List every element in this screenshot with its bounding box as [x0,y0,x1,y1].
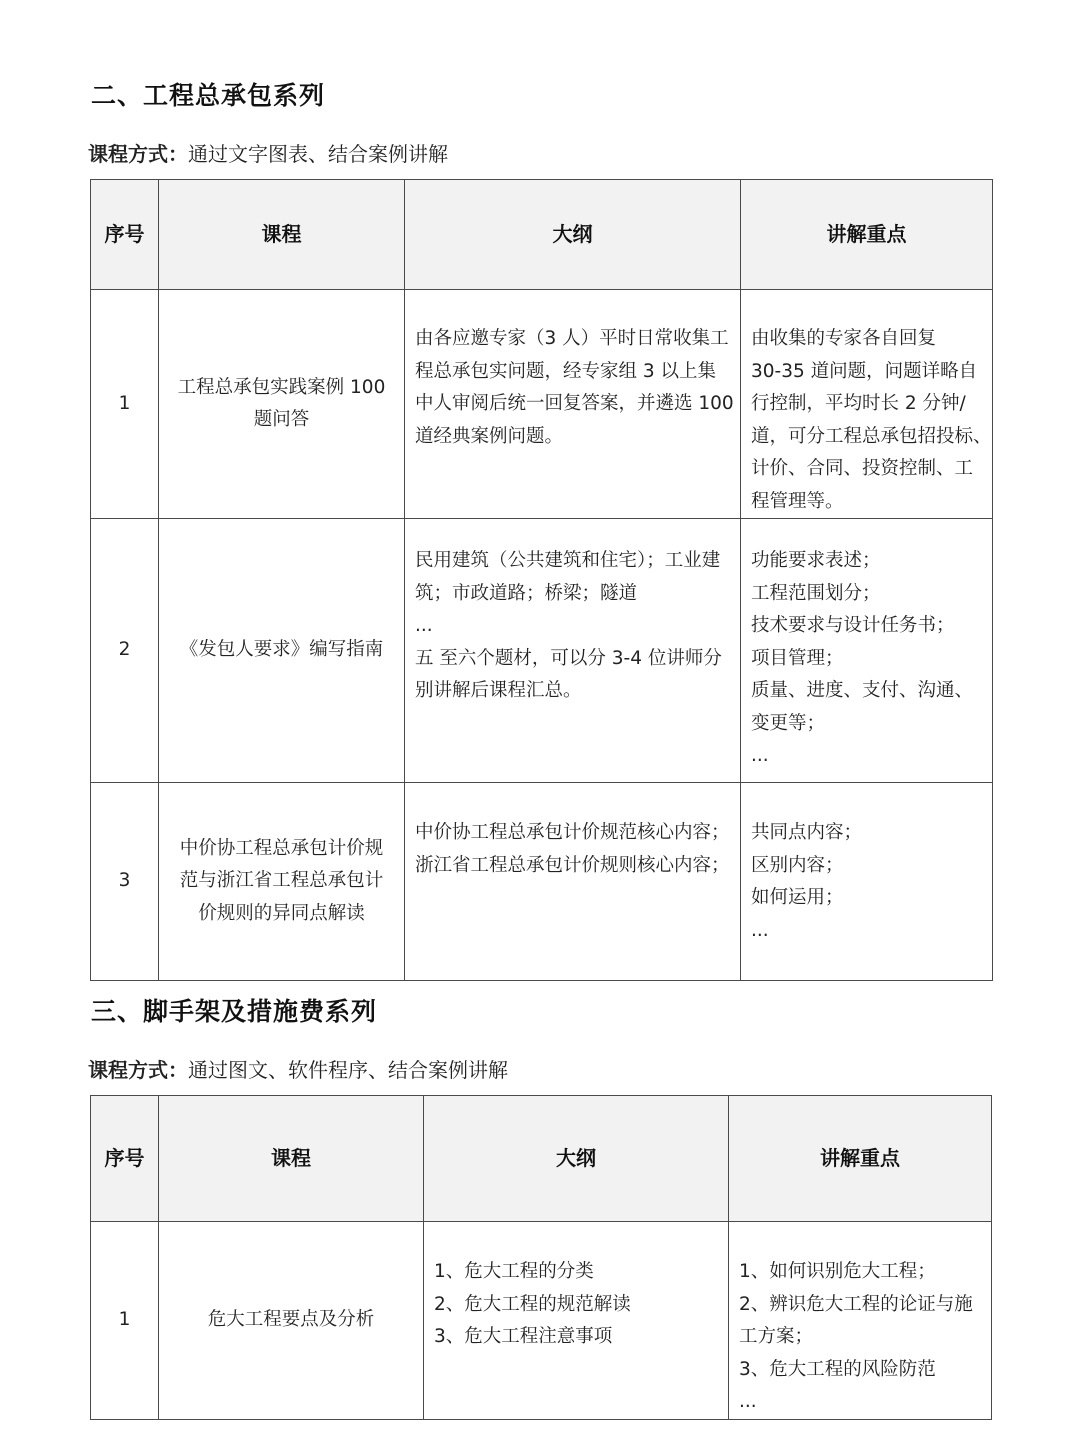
header-outline: 大纲 [424,1096,729,1222]
key-line: 程管理等。 [751,490,844,512]
course-method [88,1054,508,1083]
table-row [91,290,993,519]
key-line: 30-35 道问题，问题详略自 [751,360,978,382]
course-name: 《发包人要求》编写指南 [159,519,405,783]
key-line: 如何运用； [751,887,844,908]
course-key-points [741,783,993,981]
course-key-points [729,1222,992,1420]
header-key-points: 讲解重点 [741,180,993,290]
outline-line: 别讲解后课程汇总。 [415,680,582,701]
table-header-row [91,1096,992,1222]
key-line: 3、危大工程的风险防范 [739,1358,936,1380]
outline-line: 民用建筑（公共建筑和住宅）；工业建 [415,550,721,571]
course-table [90,179,993,981]
header-outline: 大纲 [405,180,741,290]
course-method-text: 通过图文、软件程序、结合案例讲解 [188,1058,508,1082]
key-line: 质量、进度、支付、沟通、 [751,680,974,701]
key-line: 技术要求与设计任务书； [751,615,955,636]
key-line: 由收集的专家各自回复 [751,328,937,349]
outline-line: 筑；市政道路；桥梁；隧道 [415,582,638,604]
row-number: 2 [91,519,159,783]
course-table [90,1095,992,1420]
course-outline [405,290,741,519]
outline-line: 中价协工程总承包计价规范核心内容； [415,822,730,843]
header-no: 序号 [91,180,159,290]
course-name: 中价协工程总承包计价规范与浙江省工程总承包计价规则的异同点解读 [159,783,405,981]
key-line: 2、辨识危大工程的论证与施 [739,1293,973,1315]
course-name: 危大工程要点及分析 [159,1222,424,1420]
key-line: 变更等； [751,712,826,734]
course-outline [405,519,741,783]
key-line: ... [751,919,769,941]
header-key-points: 讲解重点 [729,1096,992,1222]
section-title: 三、脚手架及措施费系列 [91,997,378,1026]
key-line: 功能要求表述； [751,550,881,571]
course-key-points [741,519,993,783]
outline-line: 3、危大工程注意事项 [434,1326,613,1347]
outline-line: 2、危大工程的规范解读 [434,1293,631,1315]
outline-line: 程总承包实问题，经专家组 3 以上集 [415,360,717,382]
row-number: 1 [91,1222,159,1420]
key-line: 工方案； [739,1326,814,1347]
key-line: 共同点内容； [751,822,863,843]
outline-line: 中人审阅后统一回复答案，并遴选 100 [415,393,734,414]
key-line: ... [751,745,769,766]
course-method-label: 课程方式： [88,142,188,166]
key-line: 区别内容； [751,854,844,876]
course-method [88,138,448,167]
outline-line: 五 至六个题材，可以分 3-4 位讲师分 [415,647,722,669]
key-line: 道，可分工程总承包招投标、 [751,425,992,447]
key-line: ... [739,1391,757,1412]
table-header-row [91,180,993,290]
course-outline [405,783,741,981]
outline-line: ... [415,615,433,636]
course-name: 工程总承包实践案例 100 题问答 [159,290,405,519]
key-line: 计价、合同、投资控制、工 [751,458,974,479]
course-method-text: 通过文字图表、结合案例讲解 [188,142,448,166]
header-no: 序号 [91,1096,159,1222]
table-row [91,519,993,783]
row-number: 3 [91,783,159,981]
outline-line: 1、危大工程的分类 [434,1261,594,1282]
header-course: 课程 [159,1096,424,1222]
outline-line: 由各应邀专家（3 人）平时日常收集工 [415,328,729,349]
outline-line: 浙江省工程总承包计价规则核心内容； [415,854,730,876]
outline-line: 道经典案例问题。 [415,425,564,447]
course-method-label: 课程方式： [88,1058,188,1082]
header-course: 课程 [159,180,405,290]
course-key-points [741,290,993,519]
row-number: 1 [91,290,159,519]
section-title: 二、工程总承包系列 [91,81,326,110]
course-outline [424,1222,729,1420]
table-row [91,783,993,981]
key-line: 工程范围划分； [751,582,881,604]
key-line: 行控制，平均时长 2 分钟/ [751,393,966,414]
table-row [91,1222,992,1420]
key-line: 1、如何识别危大工程； [739,1261,936,1282]
key-line: 项目管理； [751,647,844,669]
